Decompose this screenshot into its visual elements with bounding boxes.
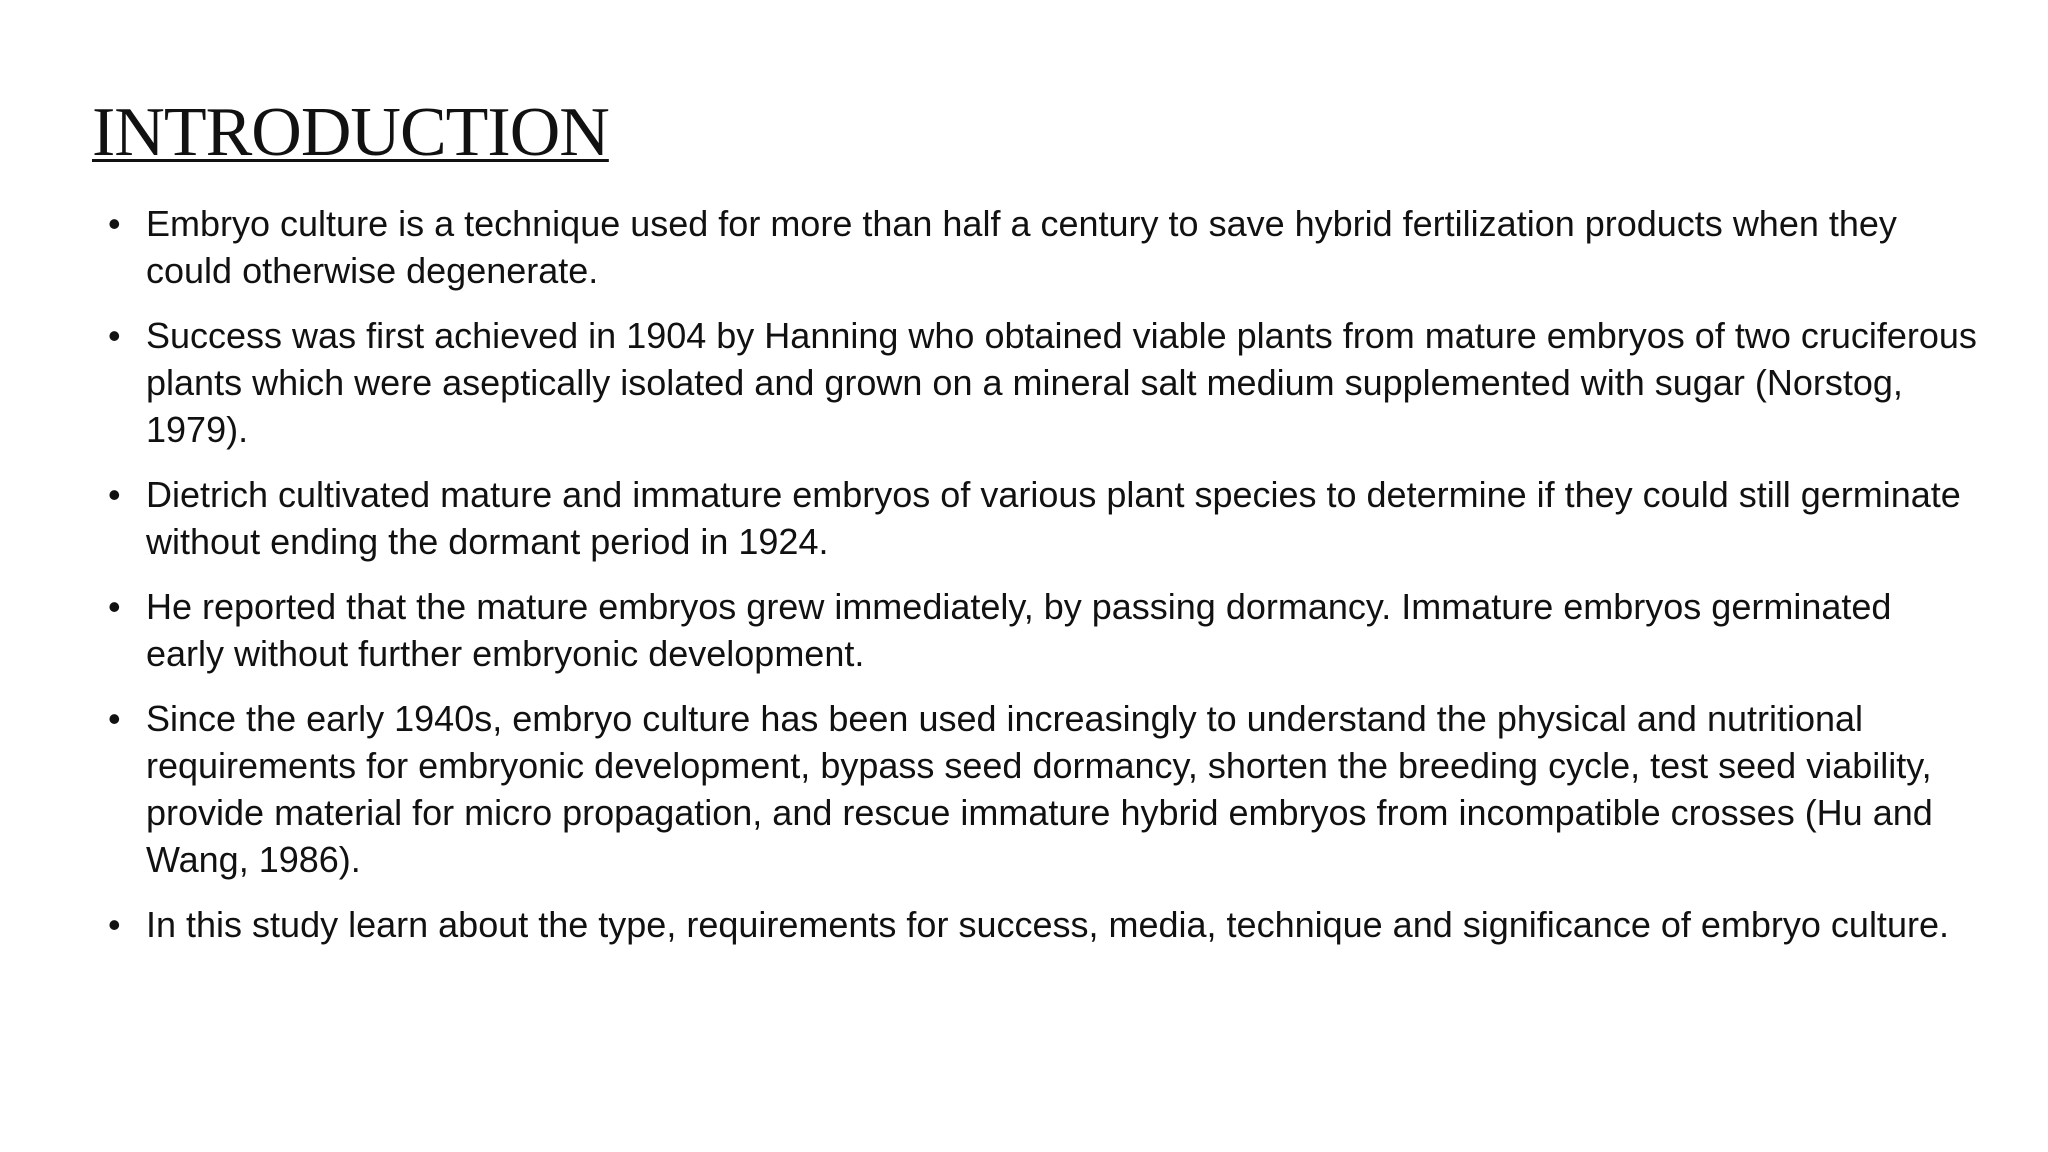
bullet-item-1 [108, 200, 1978, 294]
bullet-text: In this study learn about the type, requirements for success, media, technique and significance of embryo culture. [146, 904, 1949, 945]
bullet-icon: • [108, 586, 121, 627]
bullet-icon: • [108, 203, 121, 244]
bullet-item-4 [108, 583, 1978, 677]
bullet-icon: • [108, 315, 121, 356]
bullet-icon: • [108, 904, 121, 945]
bullet-icon: • [108, 698, 121, 739]
bullet-item-6 [108, 901, 1978, 948]
bullet-text: He reported that the mature embryos grew immediately, by passing dormancy. Immature embryos germinated early without further embryonic development. [146, 586, 1892, 674]
bullet-icon: • [108, 474, 121, 515]
bullet-text: Dietrich cultivated mature and immature embryos of various plant species to determine if they could still germinate without ending the dormant period in 1924. [146, 474, 1961, 562]
bullet-text: Success was first achieved in 1904 by Hanning who obtained viable plants from mature embryos of two cruciferous plants which were aseptically isolated and grown on a mineral salt medium supplemented with sugar (Norstog, 1979). [146, 315, 1977, 450]
bullet-text: Since the early 1940s, embryo culture has been used increasingly to understand the physical and nutritional requirements for embryonic development, bypass seed dormancy, shorten the breeding cycle, test seed viability, provide material for micro propagation, and rescue immature hybrid embryos from incompatible crosses (Hu and Wang, 1986). [146, 698, 1933, 880]
bullet-item-3 [108, 471, 1978, 565]
bullet-item-5 [108, 695, 1978, 883]
bullet-list [108, 200, 1978, 966]
slide-title: INTRODUCTION [92, 94, 609, 171]
bullet-item-2 [108, 312, 1978, 453]
bullet-text: Embryo culture is a technique used for more than half a century to save hybrid fertilization products when they could otherwise degenerate. [146, 203, 1897, 291]
